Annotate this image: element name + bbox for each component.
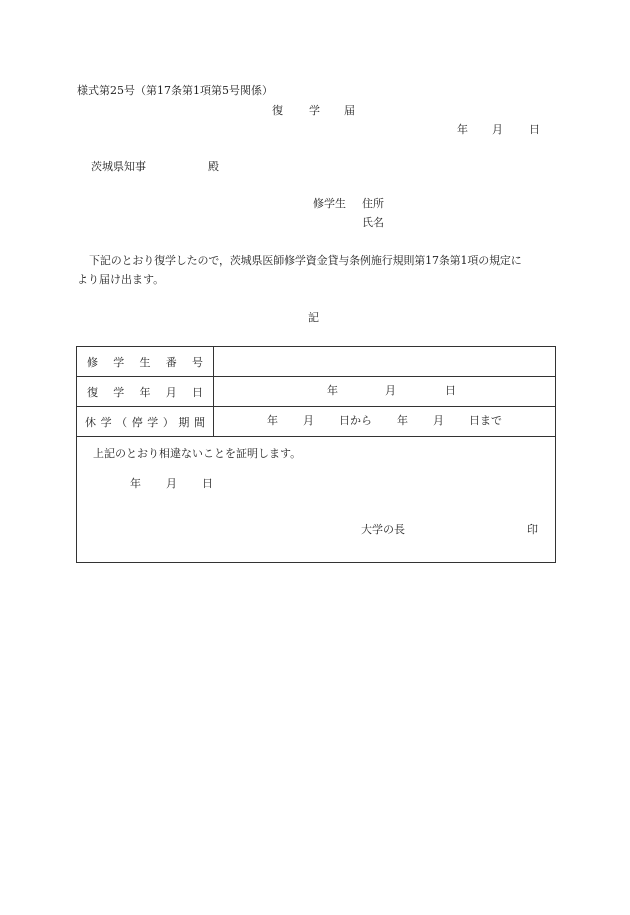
label-char: 生 [139,355,151,369]
label-char: 復 [87,385,98,399]
return-day: 日 [445,384,456,397]
label-char: 学 [100,415,112,429]
name-label: 氏名 [362,216,384,229]
student-number-value[interactable] [214,347,556,377]
ki-heading: 記 [308,311,319,324]
label-char: ） [162,415,174,429]
label-char: 号 [192,355,203,369]
return-form-table [76,346,556,563]
label-char: 間 [193,415,205,429]
date-day: 日 [529,123,540,136]
label-char: 休 [85,415,96,429]
table-row-return-date [77,377,556,407]
leave-end-month: 月 [433,414,444,427]
cert-day: 日 [202,477,213,490]
label-char: 日 [192,385,203,399]
label-char: 月 [165,385,177,399]
cert-year: 年 [130,477,141,490]
label-char: 学 [113,385,125,399]
cert-month: 月 [166,477,177,490]
table-row-leave-period [77,407,556,437]
title-char-3: 届 [344,104,355,117]
leave-period-label [77,407,214,437]
form-number: 様式第25号（第17条第1項第5号関係） [77,84,273,97]
seal-mark: 印 [527,523,538,536]
addressee: 茨城県知事 [91,160,146,173]
leave-period-value[interactable] [214,407,556,437]
address-label: 住所 [362,197,384,210]
label-char: （ [116,415,128,429]
return-month: 月 [385,384,396,397]
return-date-label [77,377,214,407]
return-date-value[interactable] [214,377,556,407]
table-row-certification [77,437,556,563]
leave-end-day: 日まで [469,414,502,427]
body-line-2: より届け出ます。 [77,273,165,286]
university-president: 大学の長 [361,523,405,536]
certification-text: 上記のとおり相違ないことを証明します。 [93,447,302,460]
label-char: 年 [139,385,151,399]
leave-start-month: 月 [303,414,314,427]
honorific: 殿 [208,160,219,173]
table-row-student-number [77,347,556,377]
label-char: 修 [87,355,98,369]
label-char: 期 [178,415,190,429]
title-char-2: 学 [309,104,320,117]
date-month: 月 [492,123,503,136]
label-char: 学 [113,355,125,369]
leave-end-year: 年 [397,414,408,427]
label-char: 停 [131,415,143,429]
student-number-label [77,347,214,377]
date-year: 年 [457,123,468,136]
certification-cell [77,437,556,563]
student-label: 修学生 [313,197,346,210]
label-char: 番 [165,355,177,369]
label-char: 学 [147,415,159,429]
return-year: 年 [327,384,338,397]
title-char-1: 復 [272,104,283,117]
leave-start-year: 年 [267,414,278,427]
leave-start-day: 日から [339,414,372,427]
body-line-1: 下記のとおり復学したので，茨城県医師修学資金貸与条例施行規則第17条第1項の規定に [89,254,522,267]
